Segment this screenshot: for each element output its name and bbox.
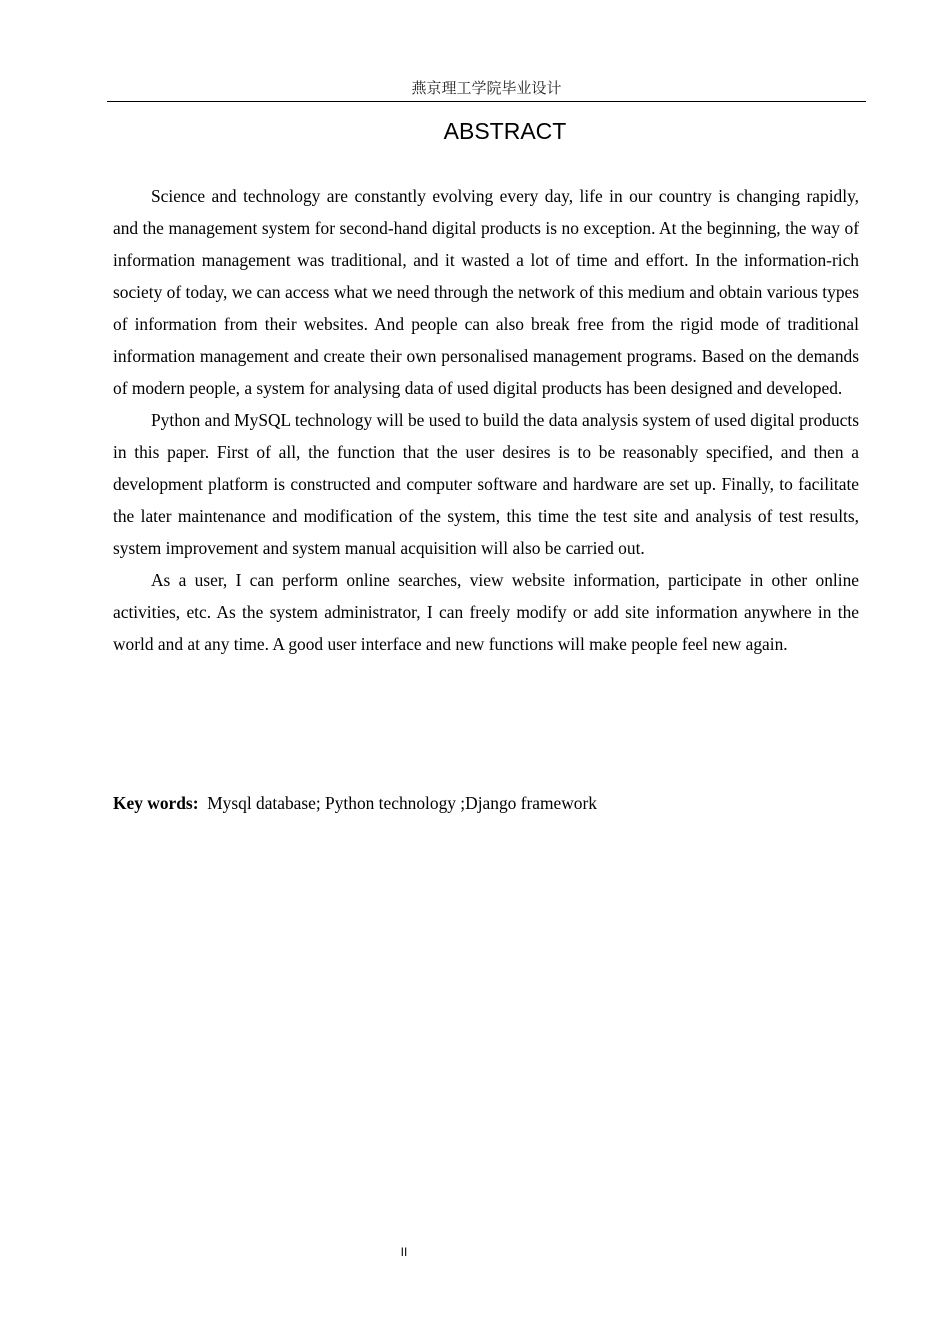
abstract-paragraph-3: As a user, I can perform online searches, view website information, participate in other online activities, etc. As the system administrator, I can freely modify or add site information anywhere in the world and at any time. A good user interface and new functions will make people feel new again.	[113, 570, 859, 654]
page-number: II	[400, 1245, 408, 1259]
keywords-text: Mysql database; Python technology ;Django framework	[207, 793, 597, 813]
abstract-paragraph-1: Science and technology are constantly evolving every day, life in our country is changing rapidly, and the management system for second-hand digital products is no exception. At the beginning, the way of information management was traditional, and it wasted a lot of time and effort. In the information-rich society of today, we can access what we need through the network of this medium and obtain various types of information from their websites. And people can also break free from the rigid mode of traditional information management and create their own personalised management programs. Based on the demands of modern people, a system for analysing data of used digital products has been designed and developed.	[113, 186, 859, 398]
abstract-paragraph-2: Python and MySQL technology will be used to build the data analysis system of used digital products in this paper. First of all, the function that the user desires is to be reasonably specified, and then a development platform is constructed and computer software and hardware are set up. Finally, to facilitate the later maintenance and modification of the system, this time the test site and analysis of test results, system improvement and system manual acquisition will also be carried out.	[113, 410, 859, 558]
keywords-label: Key words:	[113, 793, 199, 813]
running-header: 燕京理工学院毕业设计	[411, 79, 562, 97]
abstract-title: ABSTRACT	[443, 118, 567, 144]
abstract-body	[113, 180, 859, 660]
header-rule	[107, 101, 866, 102]
keywords-line	[113, 787, 859, 819]
